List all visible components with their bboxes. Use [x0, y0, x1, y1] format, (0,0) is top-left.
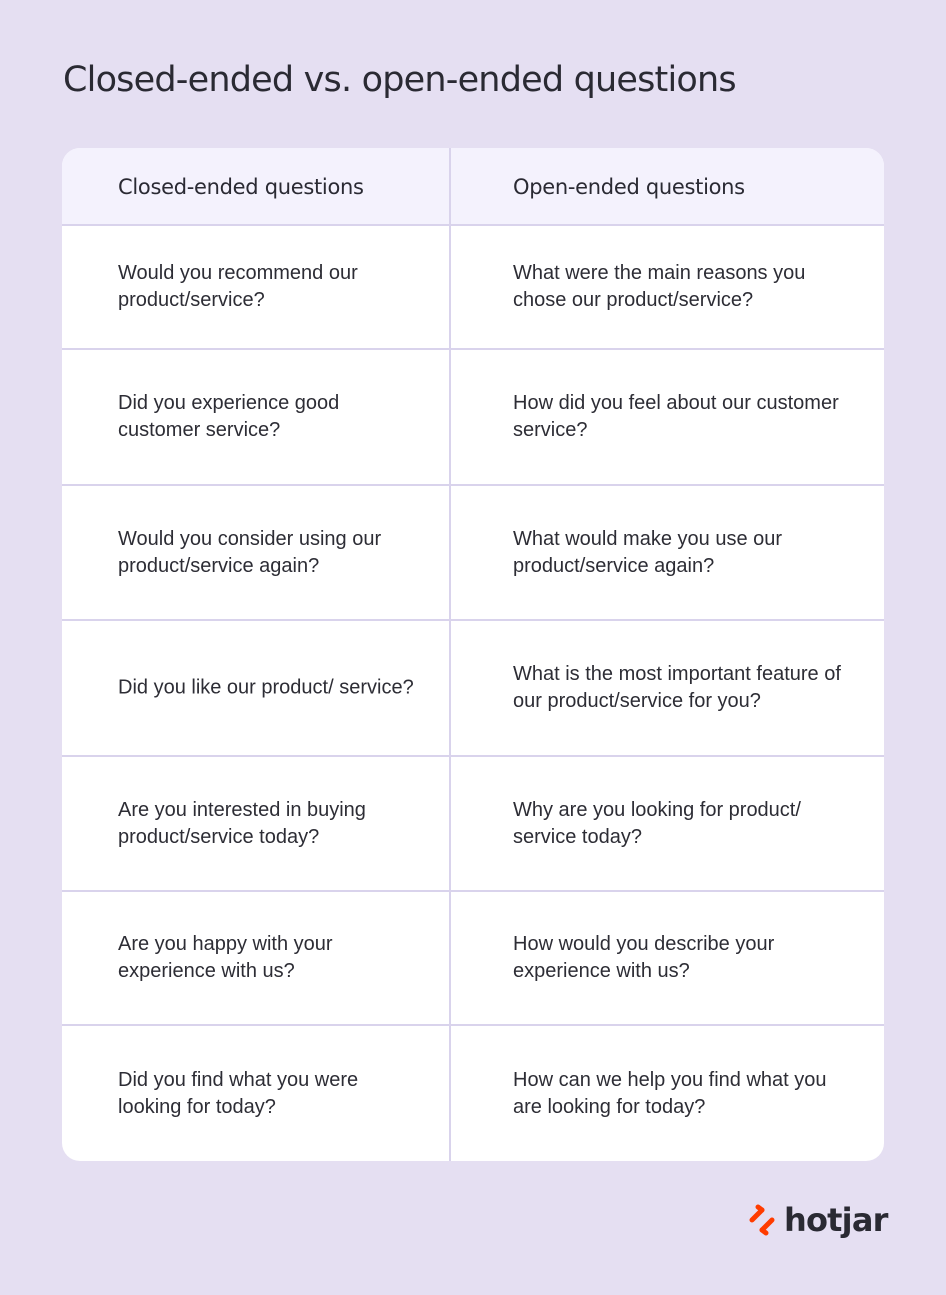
open-ended-question: How would you describe your experience with us?	[513, 933, 775, 982]
page-title: Closed-ended vs. open-ended questions	[63, 60, 736, 100]
column-divider	[449, 148, 451, 1161]
table-row	[62, 350, 884, 486]
hotjar-logo-icon	[748, 1204, 776, 1236]
open-ended-question: How did you feel about our customer service?	[513, 392, 839, 441]
closed-ended-question: Did you experience good customer service?	[118, 392, 340, 441]
table-row	[62, 486, 884, 621]
closed-ended-question: Would you recommend our product/service?	[118, 262, 358, 311]
closed-ended-question: Are you interested in buying product/service today?	[118, 798, 366, 848]
closed-ended-question: Are you happy with your experience with us?	[118, 933, 333, 982]
table-row	[62, 226, 884, 350]
closed-ended-question: Did you like our product/ service?	[118, 676, 414, 699]
table-row	[62, 621, 884, 757]
open-ended-question: How can we help you find what you are looking for today?	[513, 1068, 827, 1118]
closed-ended-question: Would you consider using our product/service again?	[118, 527, 382, 577]
column-header-closed-ended: Closed-ended questions	[118, 175, 364, 199]
hotjar-logo	[748, 1200, 888, 1240]
table-header-row	[62, 148, 884, 226]
open-ended-question: What were the main reasons you chose our product/service?	[513, 262, 806, 311]
open-ended-question: Why are you looking for product/ service today?	[513, 798, 801, 848]
comparison-table	[62, 148, 884, 1161]
table-row	[62, 892, 884, 1026]
brand-name: hotjar	[784, 1201, 888, 1239]
table-row	[62, 1026, 884, 1161]
column-header-open-ended: Open-ended questions	[513, 175, 745, 199]
open-ended-question: What is the most important feature of our product/service for you?	[513, 663, 841, 712]
open-ended-question: What would make you use our product/service again?	[513, 527, 783, 577]
table-row	[62, 757, 884, 892]
closed-ended-question: Did you find what you were looking for today?	[118, 1068, 359, 1118]
